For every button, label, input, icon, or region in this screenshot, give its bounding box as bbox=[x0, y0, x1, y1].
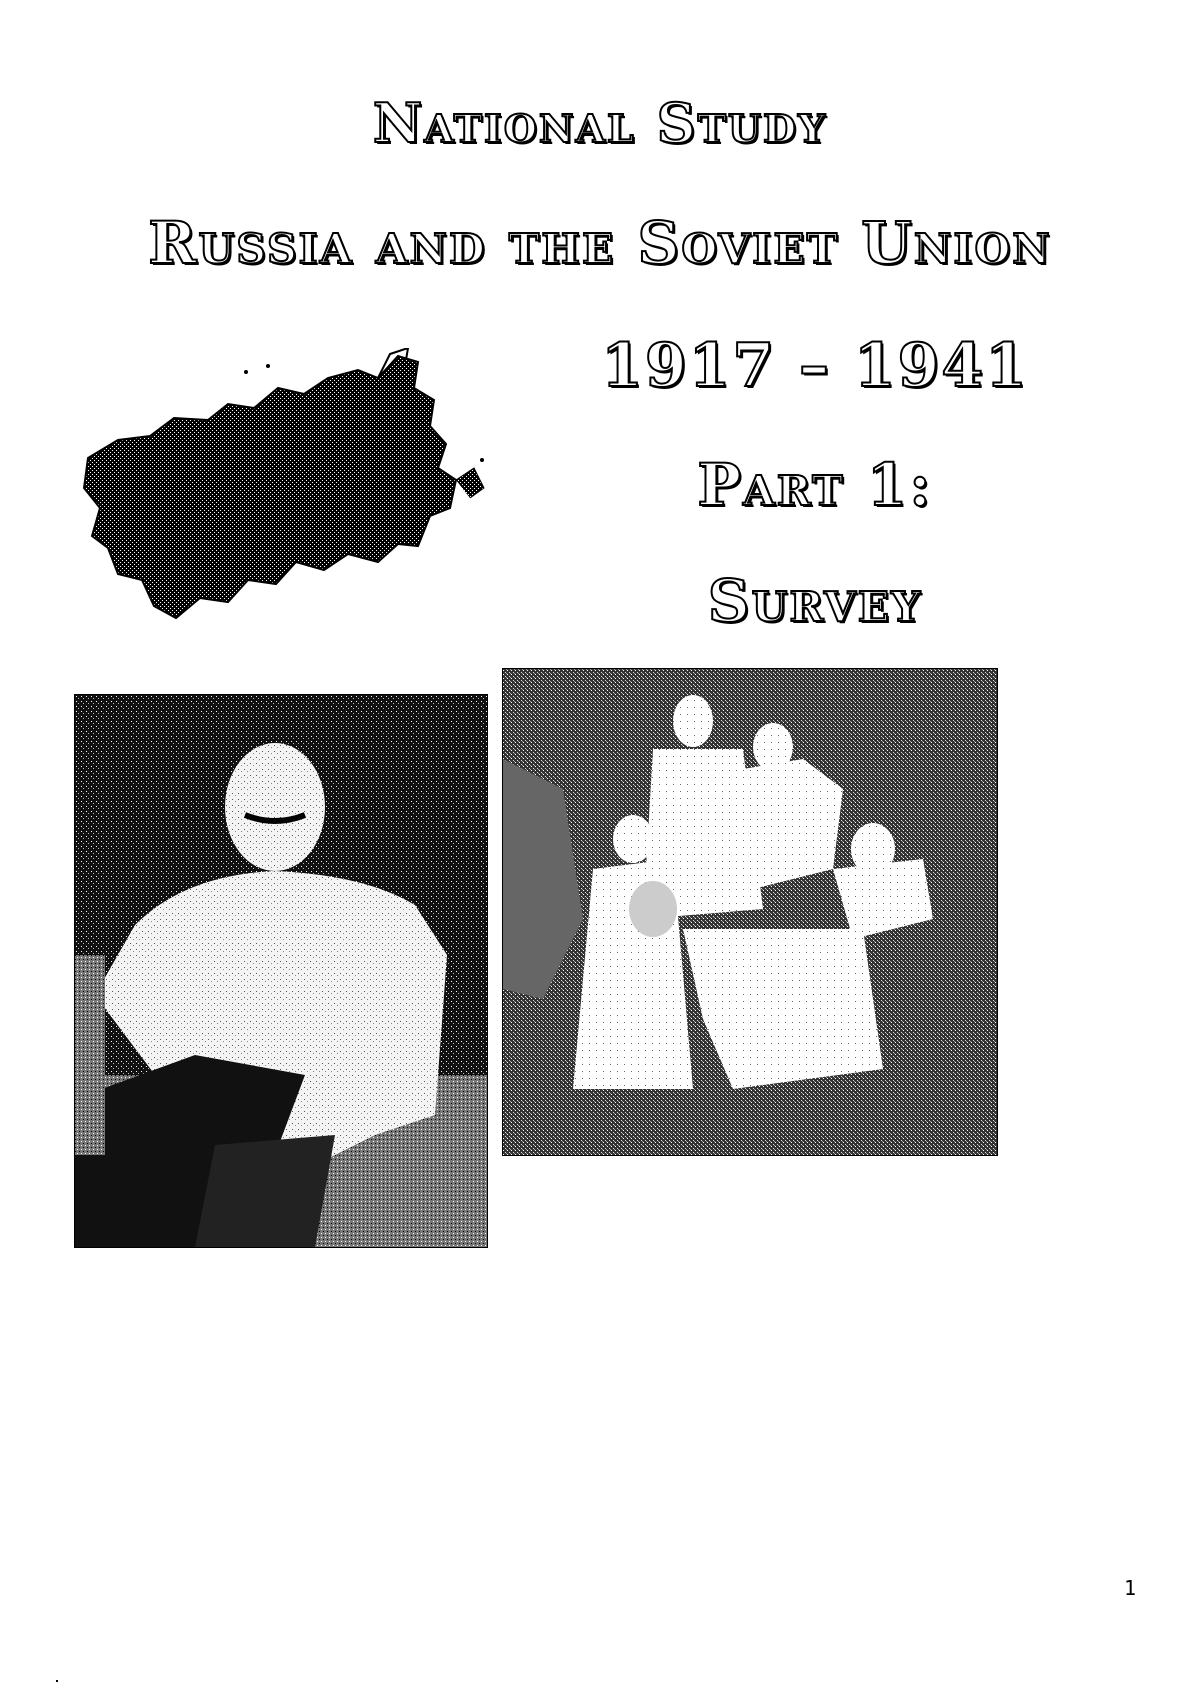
family-group-photo bbox=[502, 668, 998, 1156]
title-line-russia-soviet-union: Russia and the Soviet Union bbox=[148, 209, 1052, 277]
soviet-union-map-image bbox=[78, 348, 490, 638]
title-years: 1917 – 1941 bbox=[601, 331, 1029, 401]
scan-speck bbox=[56, 1680, 58, 1682]
title-survey: Survey bbox=[707, 567, 923, 635]
title-part: Part 1: bbox=[697, 451, 933, 519]
title-line-national-study: National Study bbox=[372, 91, 828, 155]
page-number: 1 bbox=[1123, 1576, 1137, 1600]
seated-man-photo bbox=[74, 694, 488, 1248]
